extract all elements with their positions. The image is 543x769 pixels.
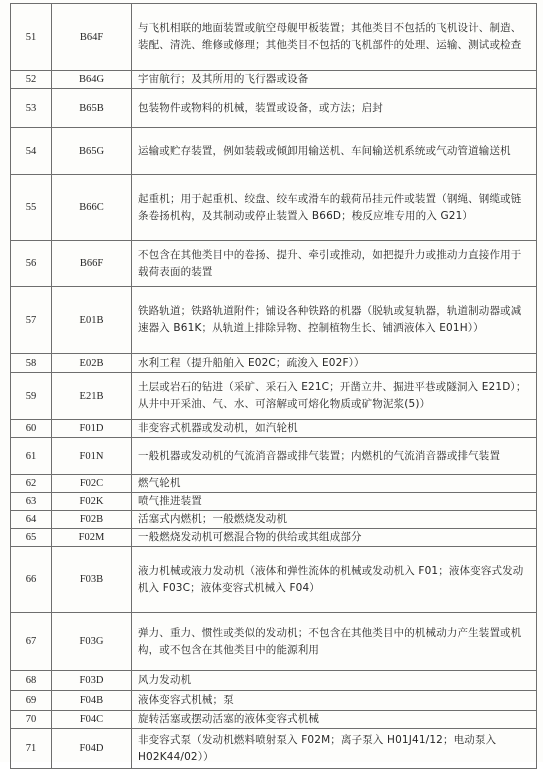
- ipc-description: 弹力、重力、惯性或类似的发动机；不包含在其他类目中的机械动力产生装置或机构，或不包含在其他类目中的能源利用: [132, 613, 537, 671]
- table-row: [11, 354, 537, 373]
- table-row: [11, 287, 537, 354]
- row-number: 55: [11, 175, 52, 241]
- ipc-code: E01B: [52, 287, 132, 354]
- row-number: 53: [11, 89, 52, 128]
- table-row: [11, 613, 537, 671]
- row-number: 63: [11, 493, 52, 511]
- ipc-description: 与飞机相联的地面装置或航空母舰甲板装置；其他类目不包括的飞机设计、制造、装配、清洗、维修或修理；其他类目不包括的飞机部件的处理、运输、测试或检查: [132, 4, 537, 71]
- ipc-code: F03G: [52, 613, 132, 671]
- ipc-description: 不包含在其他类目中的卷扬、提升、牵引或推动，如把提升力或推动力直接作用于载荷表面的装置: [132, 241, 537, 287]
- row-number: 60: [11, 420, 52, 438]
- ipc-code: F04B: [52, 691, 132, 711]
- row-number: 70: [11, 711, 52, 729]
- ipc-code: F04D: [52, 729, 132, 769]
- ipc-description: 水利工程（提升船舶入 E02C；疏浚入 E02F））: [132, 354, 537, 373]
- row-number: 71: [11, 729, 52, 769]
- ipc-description: 液体变容式机械；泵: [132, 691, 537, 711]
- row-number: 64: [11, 511, 52, 529]
- table-row: [11, 511, 537, 529]
- ipc-code: B66F: [52, 241, 132, 287]
- row-number: 69: [11, 691, 52, 711]
- ipc-code: B65B: [52, 89, 132, 128]
- row-number: 52: [11, 71, 52, 89]
- ipc-code: B66C: [52, 175, 132, 241]
- ipc-description: 液力机械或液力发动机（液体和弹性流体的机械或发动机入 F01；液体变容式发动机入 F03C；液体变容式机械入 F04）: [132, 547, 537, 613]
- row-number: 65: [11, 529, 52, 547]
- ipc-code: F02B: [52, 511, 132, 529]
- ipc-description: 土层或岩石的钻进（采矿、采石入 E21C；开凿立井、掘进平巷或隧洞入 E21D）；从井中开采油、气、水、可溶解或可熔化物质或矿物泥浆(5)）: [132, 373, 537, 420]
- ipc-description: 宇宙航行；及其所用的飞行器或设备: [132, 71, 537, 89]
- table-row: [11, 128, 537, 175]
- ipc-code: B64G: [52, 71, 132, 89]
- table-row: [11, 438, 537, 475]
- row-number: 54: [11, 128, 52, 175]
- ipc-code: F02K: [52, 493, 132, 511]
- ipc-description: 起重机；用于起重机、绞盘、绞车或滑车的载荷吊挂元件或装置（钢绳、钢缆或链条卷扬机构，及其制动或停止装置入 B66D；梭反应堆专用的入 G21）: [132, 175, 537, 241]
- ipc-code: F02C: [52, 475, 132, 493]
- ipc-description: 燃气轮机: [132, 475, 537, 493]
- row-number: 56: [11, 241, 52, 287]
- ipc-description: 活塞式内燃机；一般燃烧发动机: [132, 511, 537, 529]
- table-row: [11, 493, 537, 511]
- ipc-description: 旋转活塞或摆动活塞的液体变容式机械: [132, 711, 537, 729]
- row-number: 68: [11, 671, 52, 691]
- table-row: [11, 420, 537, 438]
- table-row: [11, 711, 537, 729]
- ipc-description: 一般燃烧发动机可燃混合物的供给或其组成部分: [132, 529, 537, 547]
- ipc-code: B64F: [52, 4, 132, 71]
- ipc-description: 非变容式机器或发动机，如汽轮机: [132, 420, 537, 438]
- ipc-description: 风力发动机: [132, 671, 537, 691]
- row-number: 59: [11, 373, 52, 420]
- table-row: [11, 691, 537, 711]
- row-number: 67: [11, 613, 52, 671]
- row-number: 51: [11, 4, 52, 71]
- table-row: [11, 71, 537, 89]
- table-row: [11, 671, 537, 691]
- ipc-description: 非变容式泵（发动机燃料喷射泵入 F02M；离子泵入 H01J41/12；电动泵入 H02K44/02））: [132, 729, 537, 769]
- ipc-classification-table: [10, 3, 537, 769]
- table-row: [11, 175, 537, 241]
- table-row: [11, 547, 537, 613]
- ipc-code: E02B: [52, 354, 132, 373]
- table-row: [11, 4, 537, 71]
- row-number: 62: [11, 475, 52, 493]
- table-row: [11, 241, 537, 287]
- ipc-description: 喷气推进装置: [132, 493, 537, 511]
- ipc-code: B65G: [52, 128, 132, 175]
- table-row: [11, 89, 537, 128]
- ipc-code: F01N: [52, 438, 132, 475]
- row-number: 61: [11, 438, 52, 475]
- ipc-code: F03D: [52, 671, 132, 691]
- row-number: 57: [11, 287, 52, 354]
- table-row: [11, 729, 537, 769]
- ipc-code: F01D: [52, 420, 132, 438]
- row-number: 58: [11, 354, 52, 373]
- ipc-description: 包装物件或物料的机械，装置或设备，或方法；启封: [132, 89, 537, 128]
- table-row: [11, 373, 537, 420]
- ipc-code: F04C: [52, 711, 132, 729]
- table-row: [11, 529, 537, 547]
- ipc-description: 铁路轨道；铁路轨道附件；铺设各种铁路的机器（脱轨或复轨器，轨道制动器或减速器入 B61K；从轨道上排除异物、控制植物生长、铺洒液体入 E01H））: [132, 287, 537, 354]
- ipc-code: F03B: [52, 547, 132, 613]
- table-row: [11, 475, 537, 493]
- row-number: 66: [11, 547, 52, 613]
- ipc-description: 运输或贮存装置，例如装载或倾卸用输送机、车间输送机系统或气动管道输送机: [132, 128, 537, 175]
- ipc-code: E21B: [52, 373, 132, 420]
- ipc-description: 一般机器或发动机的气流消音器或排气装置；内燃机的气流消音器或排气装置: [132, 438, 537, 475]
- ipc-code: F02M: [52, 529, 132, 547]
